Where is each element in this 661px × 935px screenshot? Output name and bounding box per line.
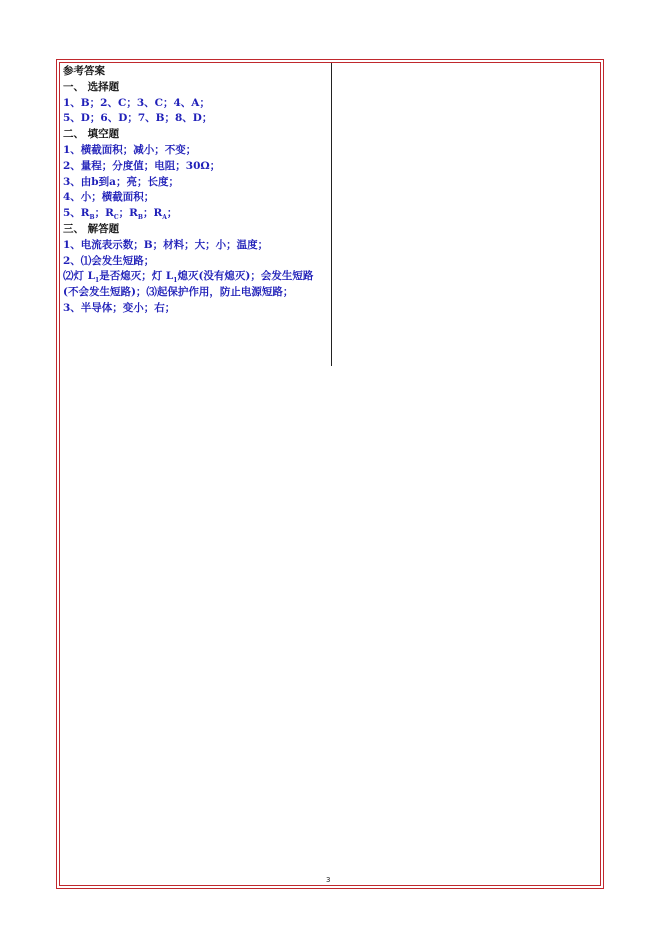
choice-answers-line-2: 5、D；6、D；7、B；8、D；: [63, 112, 213, 125]
section-heading-choice: 一、 选择题: [63, 80, 120, 93]
answer-key: [63, 64, 325, 317]
subscript: B: [137, 214, 143, 222]
fill-answer-3: 3、由b到a；亮；长度；: [63, 175, 179, 188]
subscript: C: [113, 214, 119, 222]
subscript: 1: [95, 277, 100, 285]
choice-answers-line-1: 1、B；2、C；3、C；4、A；: [63, 96, 210, 109]
fill-answer-5-part: ；R: [142, 207, 163, 220]
fill-answer-5: [63, 206, 325, 222]
section-heading-solve: 三、 解答题: [63, 222, 120, 235]
section-heading-fill: 二、 填空题: [63, 128, 120, 141]
solve-answer-3: 3、半导体；变小；右；: [63, 301, 176, 314]
fill-answer-5-part: 5、R: [63, 207, 90, 220]
fill-answer-4: 4、小；横截面积；: [63, 191, 155, 204]
page-number: 3: [326, 876, 331, 884]
fill-answer-5-part: ；R: [118, 207, 138, 220]
solve-answer-2: 2、⑴会发生短路；: [63, 254, 155, 267]
column-divider: [331, 63, 332, 366]
solve-answer-2-part: 是否熄灭；灯 L: [99, 270, 174, 283]
fill-answer-5-part: ；: [166, 207, 178, 220]
solve-answer-1: 1、电流表示数；B；材料；大；小；温度；: [63, 238, 269, 251]
subscript: 1: [173, 277, 178, 285]
solve-answer-2-part: 熄灭(没有熄灭)；会发生短路(不会发生短路)；⑶起保护作用，防止电源短路；: [63, 270, 314, 299]
subscript: A: [162, 214, 167, 222]
answer-key-title: 参考答案: [63, 65, 105, 77]
fill-answer-2: 2、量程；分度值；电阻；30Ω；: [63, 159, 221, 172]
fill-answer-1: 1、横截面积；减小；不变；: [63, 143, 197, 156]
solve-answer-2-part: ⑵灯 L: [63, 270, 96, 283]
subscript: B: [89, 214, 95, 222]
solve-answer-2-continued: [63, 269, 325, 301]
fill-answer-5-part: ；R: [94, 207, 114, 220]
